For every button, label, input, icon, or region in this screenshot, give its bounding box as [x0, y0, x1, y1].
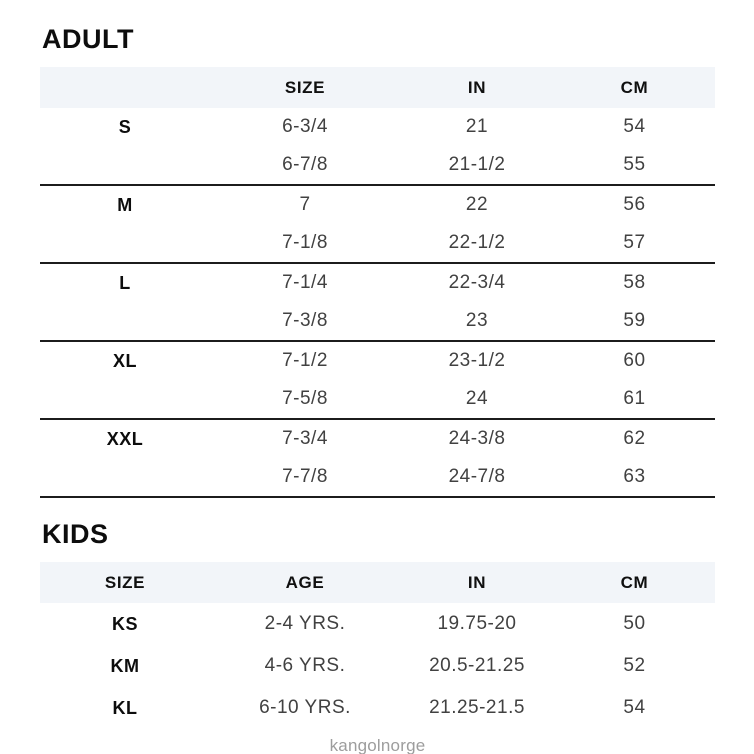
adult-group-s	[40, 108, 715, 186]
size-value: 6-7/8	[282, 154, 328, 175]
adult-header-size: SIZE	[284, 77, 326, 97]
adult-size-table	[40, 67, 715, 498]
cm-value: 55	[623, 154, 646, 175]
cm-value: 56	[623, 194, 646, 215]
adult-table-header-row	[40, 67, 715, 108]
size-value: 7-7/8	[282, 466, 328, 487]
cm-value: 50	[623, 613, 646, 634]
in-value: 19.75-20	[437, 613, 517, 634]
adult-section-title: ADULT	[42, 24, 134, 54]
age-value: 6-10 YRS.	[259, 697, 351, 718]
size-value: 6-3/4	[282, 116, 328, 137]
cm-value: 52	[623, 655, 646, 676]
kids-header-size: SIZE	[104, 572, 146, 592]
kids-header-age: AGE	[285, 572, 325, 592]
table-row	[40, 342, 715, 380]
size-value: 7-5/8	[282, 388, 328, 409]
in-value: 24-3/8	[448, 428, 506, 449]
in-value: 23-1/2	[448, 350, 506, 371]
table-row	[40, 458, 715, 496]
table-row	[40, 108, 715, 146]
table-row	[40, 645, 715, 687]
table-row	[40, 146, 715, 184]
size-value: 7-1/4	[282, 272, 328, 293]
size-label: XXL	[106, 428, 144, 449]
in-value: 21.25-21.5	[429, 697, 525, 718]
in-value: 20.5-21.25	[429, 655, 525, 676]
size-label: L	[119, 272, 131, 293]
size-value: 7-1/8	[282, 232, 328, 253]
age-value: 4-6 YRS.	[264, 655, 346, 676]
adult-group-xl	[40, 342, 715, 420]
table-row	[40, 687, 715, 729]
adult-group-m	[40, 186, 715, 264]
size-label: M	[117, 194, 133, 215]
size-label: KM	[110, 655, 140, 676]
kids-header-cm: CM	[620, 572, 649, 592]
table-row	[40, 302, 715, 340]
cm-value: 63	[623, 466, 646, 487]
in-value: 22	[465, 194, 489, 215]
in-value: 24	[465, 388, 489, 409]
adult-group-l	[40, 264, 715, 342]
size-value: 7-3/4	[282, 428, 328, 449]
kids-section-title: KIDS	[42, 519, 109, 549]
kids-size-table	[40, 562, 715, 729]
in-value: 21	[465, 116, 489, 137]
size-value: 7	[299, 194, 311, 215]
in-value: 21-1/2	[448, 154, 506, 175]
in-value: 23	[465, 310, 489, 331]
size-label: KL	[112, 697, 138, 718]
adult-header-in: IN	[467, 77, 487, 97]
cm-value: 61	[623, 388, 646, 409]
in-value: 24-7/8	[448, 466, 506, 487]
size-label: S	[118, 116, 132, 137]
size-value: 7-1/2	[282, 350, 328, 371]
in-value: 22-1/2	[448, 232, 506, 253]
table-row	[40, 224, 715, 262]
cm-value: 54	[623, 697, 646, 718]
adult-group-xxl	[40, 420, 715, 498]
cm-value: 57	[623, 232, 646, 253]
in-value: 22-3/4	[448, 272, 506, 293]
cm-value: 59	[623, 310, 646, 331]
cm-value: 62	[623, 428, 646, 449]
size-label: XL	[112, 350, 137, 371]
kids-header-in: IN	[467, 572, 487, 592]
adult-header-cm: CM	[620, 77, 649, 97]
cm-value: 54	[623, 116, 646, 137]
table-row	[40, 186, 715, 224]
age-value: 2-4 YRS.	[264, 613, 346, 634]
table-row	[40, 264, 715, 302]
table-row	[40, 420, 715, 458]
size-value: 7-3/8	[282, 310, 328, 331]
cm-value: 60	[623, 350, 646, 371]
table-row	[40, 380, 715, 418]
brand-watermark: kangolnorge	[329, 736, 426, 754]
size-label: KS	[111, 613, 138, 634]
table-row	[40, 603, 715, 645]
kids-table-header-row	[40, 562, 715, 603]
cm-value: 58	[623, 272, 646, 293]
